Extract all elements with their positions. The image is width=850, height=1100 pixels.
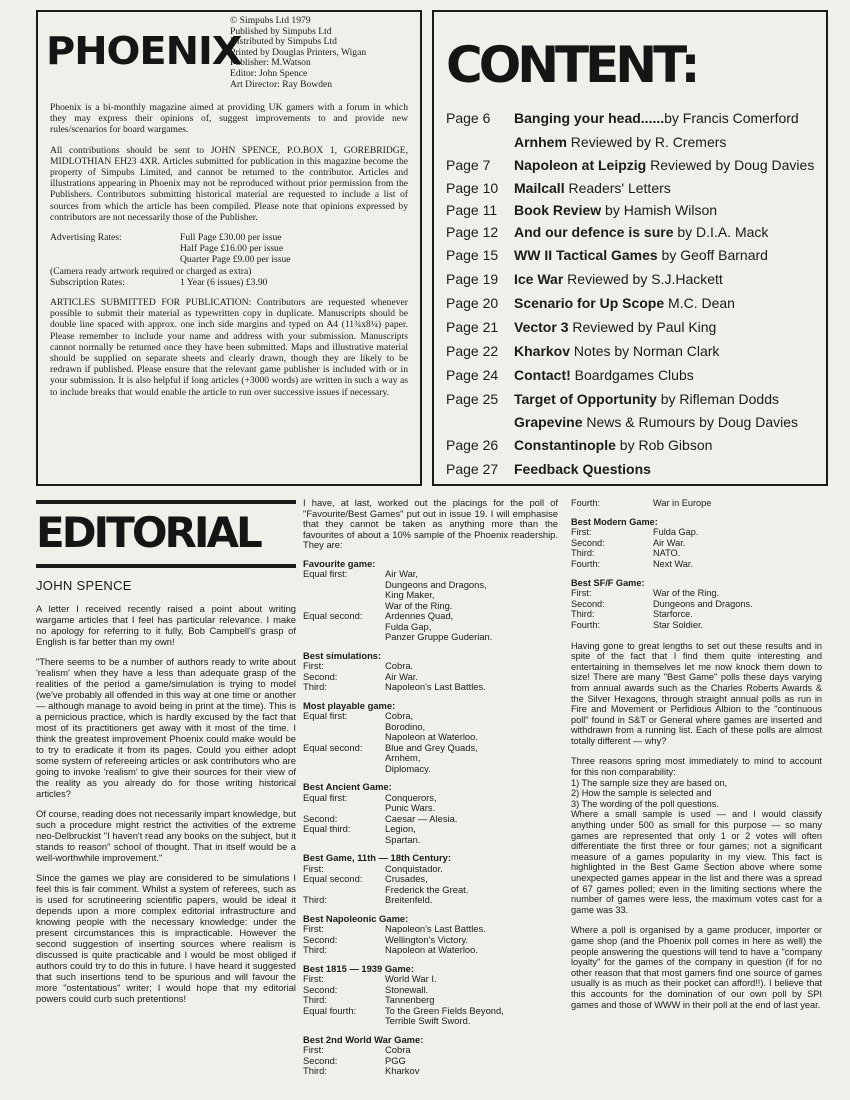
poll-game: Stonewall.	[385, 983, 429, 995]
rate-full: Full Page £30.00 per issue	[180, 232, 282, 244]
poll-game: Air War.	[385, 670, 418, 682]
poll-result-row	[303, 682, 558, 693]
poll-placing	[303, 632, 385, 643]
poll-placing	[303, 803, 385, 814]
poll-game: Cobra,	[385, 710, 414, 721]
poll-placing: First:	[303, 862, 324, 874]
analysis-paragraph: Having gone to great lengths to set out these results and in spite of the fact that I find them quite interesting and entertaining in themselves let me now knock them down to size! There are many "Best Game" polls these days varying from annual awards such as the Charles Roberts Awards & the Silver Hexagons, through straight annual polls as run in Fire and Movement or Perfidious Albion to the "continuous poll" found in S&T or General where games are inserted and withdrawn from a running list. Each of these polls are almost totally different — why?	[571, 640, 822, 746]
poll-placing	[303, 722, 385, 733]
poll-result-row	[303, 974, 558, 985]
poll-category-title: Best simulations:	[303, 649, 382, 661]
poll-placing: Third:	[303, 894, 327, 905]
poll-intro: I have, at last, worked out the placings for the poll of "Favourite/Best Games" put out in issue 19. I will emphasise that they cannot be taken as anything more than the favourites of about a 10% sample of the Phoenix readership. They are:	[303, 497, 558, 550]
contents-item-title: Arnhem	[514, 134, 567, 150]
contents-page-number: Page 24	[446, 367, 499, 383]
poll-result-row	[571, 559, 822, 570]
poll-result-row	[303, 995, 558, 1006]
contents-item	[446, 461, 651, 477]
credit-line: Distributed by Simpubs Ltd	[230, 36, 337, 48]
editorial-paragraph: Of course, reading does not necessarily impart knowledge, but such a procedure might restrict the activities of the extreme neo-Delbruckist "I haven't read any books on the subject, but it stands to reason" school of thought. That in itself would be a well-worthwhile improvement."	[36, 808, 296, 863]
poll-placing: Equal second:	[303, 610, 363, 621]
poll-game: Borodino,	[385, 720, 426, 732]
poll-game: Dungeons and Dragons.	[653, 598, 753, 609]
poll-continued	[571, 498, 822, 509]
poll-placing: Equal fourth:	[303, 1004, 357, 1016]
contents-page-number: Page 21	[446, 319, 499, 335]
poll-result-row	[303, 824, 558, 835]
contents-item-byline: M.C. Dean	[664, 295, 735, 311]
poll-game: World War I.	[385, 973, 437, 984]
contents-item	[446, 157, 814, 173]
analysis-paragraph: Where a poll is organised by a game producer, importer or game shop (and the Phoenix poll comes in here as well) the people answering the questions will tend to have a "company loyalty" for the games of the company in question (if for no other reason that that most gamers find one source of games usually is as much as their pocket can afford!!). I believe that this accounts for the domination of our own poll by SPI games and those of WWW in their poll at the end of last year.	[571, 925, 822, 1010]
poll-result-row	[303, 569, 558, 580]
poll-game: Star Soldier.	[653, 619, 704, 630]
poll-game: To the Green Fields Beyond,	[385, 1004, 504, 1016]
poll-result-row	[303, 1066, 558, 1077]
analysis-paragraph: Three reasons spring most immediately to mind to account for this non comparability:	[571, 756, 822, 778]
contents-item-title: Feedback Questions	[514, 461, 651, 477]
poll-result-row	[303, 1045, 558, 1056]
poll-placing: Equal second:	[303, 873, 363, 884]
poll-game: Panzer Gruppe Guderian.	[385, 631, 493, 642]
rates-label: Advertising Rates:	[50, 232, 122, 244]
contents-page-number: Page 19	[446, 271, 499, 287]
contents-item	[446, 391, 779, 407]
contents-item	[446, 367, 694, 383]
contents-page-number: Page 15	[446, 247, 499, 263]
credit-line: Art Director: Ray Bowden	[230, 78, 333, 90]
subs-value: 1 Year (6 issues) £3.90	[180, 276, 268, 288]
poll-game: Wellington's Victory.	[385, 933, 469, 945]
contents-item-title: Scenario for Up Scope	[514, 295, 665, 311]
poll-placing: First:	[303, 923, 324, 934]
editorial-paragraph: "There seems to be a number of authors ready to write about 'realism' when they have a less than adequate grasp of the realities of the period a game/simulation is trying to model (we've probably all offended in this way at one time or another — although manage to avoid being in print at the time). This is a pernicious practice, which is hardly excused by the fact that most of its practitioners get away with it most of the time. I think the greatest improvement Phoenix could make would be to try to eradicate it from its pages. Could you either adopt some system of refereeing articles or ask contributors who are going to invoke 'realism' to give their sources for their view of the reality as you already do for those writing historical articles?	[36, 656, 296, 799]
contents-item-title: Grapevine	[514, 414, 583, 430]
contents-item-byline: by Francis Comerford	[664, 110, 799, 126]
poll-categories-continued	[571, 517, 822, 631]
poll-game: Fulda Gap.	[653, 527, 699, 538]
poll-result-row	[303, 835, 558, 846]
poll-placing: Third:	[571, 609, 595, 620]
poll-result-row	[571, 599, 822, 610]
subs-label: Subscription Rates:	[50, 276, 125, 288]
poll-result-row	[303, 590, 558, 601]
poll-game: Conquistador.	[385, 862, 443, 874]
poll-game: Caesar — Alesia.	[385, 812, 458, 824]
contents-item	[446, 180, 671, 196]
contents-item-byline: Boardgames Clubs	[570, 367, 694, 383]
poll-game: Punic Wars.	[385, 802, 436, 813]
poll-result-row	[571, 498, 822, 509]
poll-game: War of the Ring.	[385, 599, 453, 611]
poll-placing: Third:	[571, 548, 595, 559]
poll-result-row	[303, 874, 558, 885]
contents-item-byline: by D.I.A. Mack	[673, 224, 769, 240]
credits-block	[230, 16, 420, 90]
poll-game: Napoleon at Waterloo.	[385, 944, 478, 955]
poll-game: Arnhem,	[385, 752, 421, 763]
contents-item	[446, 319, 716, 335]
rate-quarter: Quarter Page £9.00 per issue	[180, 254, 291, 266]
poll-category-title: Favourite game:	[303, 557, 376, 569]
rate-half: Half Page £16.00 per issue	[180, 243, 284, 255]
contents-item-byline: by Rob Gibson	[615, 437, 713, 453]
poll-game: Spartan.	[385, 833, 421, 845]
poll-result-row	[571, 527, 822, 538]
editorial-rule-top	[36, 500, 296, 504]
contents-item-byline: News & Rumours by Doug Davies	[582, 414, 799, 430]
masthead-box	[36, 10, 422, 486]
poll-placing: Second:	[303, 670, 338, 682]
poll-placing	[303, 622, 385, 633]
poll-game: PGG	[385, 1054, 406, 1066]
advertising-rates	[50, 232, 408, 288]
poll-result-row	[303, 743, 558, 754]
intro-text: Phoenix is a bi-monthly magazine aimed at providing UK gamers with a forum in which they may express their opinions of, suggest improvements to and provide new rules/scenarios for board wargames.	[50, 102, 408, 136]
poll-result-row	[303, 661, 558, 672]
poll-category-title: Best SF/F Game:	[571, 577, 645, 588]
poll-categories	[303, 559, 558, 1077]
poll-placing: First:	[303, 973, 324, 984]
credit-line: Printed by Douglas Printers, Wigan	[230, 46, 367, 58]
editorial-paragraph: A letter I received recently raised a point about writing wargame articles that I feel has particular relevance. I make no apology for referring to it fully, Bob Campbell's grasp of English is far better than my own!	[36, 603, 296, 647]
poll-game: Air War,	[385, 568, 418, 579]
poll-result-row	[303, 753, 558, 764]
contributions-text: All contributions should be sent to JOHN SPENCE, P.O.BOX 1, GOREBRIDGE, MIDLOTHIAN EH23 4XR. Articles submitted for publication in this magazine become the property of Simpubs Limited, and cannot be returned to the contributor. Articles and illustrations appearing in Phoenix may not be reproduced without prior permission from the Publishers. Contributors submitting historical material are requested to include a list of sources from which the article has been compiled. Please note that opinions expressed by contributors are not necessarily those of the Publisher.	[50, 144, 408, 223]
contents-page-number: Page 7	[446, 157, 491, 173]
poll-placing	[303, 835, 385, 846]
poll-game: NATO.	[653, 548, 681, 559]
contents-item	[446, 414, 798, 430]
poll-placing: Second:	[571, 598, 605, 609]
poll-placing: Fourth:	[571, 498, 601, 508]
contents-item-byline: Notes by Norman Clark	[570, 343, 720, 359]
poll-game: Fulda Gap,	[385, 620, 432, 632]
contents-item-title: Target of Opportunity	[514, 391, 657, 407]
poll-placing	[303, 753, 385, 764]
editorial-heading: EDITORIAL	[36, 508, 260, 557]
poll-result-row	[303, 632, 558, 643]
contents-item-title: Vector 3	[514, 319, 569, 335]
masthead-body	[50, 102, 408, 398]
contents-page-number: Page 10	[446, 180, 499, 196]
poll-result-row	[303, 1056, 558, 1067]
credit-line: Published by Simpubs Ltd	[230, 25, 332, 37]
poll-game: Napoleon's Last Battles.	[385, 923, 486, 934]
poll-result-row	[303, 611, 558, 622]
contents-item	[446, 271, 723, 287]
poll-game: War of the Ring.	[653, 588, 720, 599]
contents-page-number: Page 22	[446, 343, 499, 359]
contents-item-byline: Reviewed by R. Cremers	[566, 134, 727, 150]
contents-item-byline: Readers' Letters	[564, 180, 671, 196]
poll-game: King Maker,	[385, 589, 435, 600]
editorial-rule-bottom	[36, 564, 296, 568]
contents-item-title: Banging your head......	[514, 110, 665, 126]
poll-result-row	[303, 803, 558, 814]
poll-game: Crusades,	[385, 873, 428, 884]
contents-page-number: Page 26	[446, 437, 499, 453]
poll-game: Cobra.	[385, 660, 414, 671]
poll-game: Starforce.	[653, 609, 693, 620]
contents-page-number: Page 12	[446, 224, 499, 240]
contents-item	[446, 202, 717, 218]
contents-page-number: Page 6	[446, 110, 491, 126]
poll-placing: Fourth:	[571, 619, 601, 630]
poll-placing: First:	[303, 660, 324, 671]
poll-result-row	[571, 588, 822, 599]
poll-game: Terrible Swift Sword.	[385, 1015, 471, 1026]
poll-placing: Second:	[303, 983, 338, 995]
editorial-author: JOHN SPENCE	[36, 578, 132, 593]
third-column	[571, 498, 822, 1010]
poll-result-row	[303, 895, 558, 906]
poll-placing: Third:	[303, 681, 327, 692]
poll-game: Breitenfeld.	[385, 894, 433, 905]
contents-item	[446, 224, 768, 240]
contents-item	[446, 295, 735, 311]
contents-item	[446, 110, 799, 126]
poll-result-row	[571, 620, 822, 631]
poll-placing: Equal third:	[303, 823, 351, 834]
poll-game: Kharkov	[385, 1065, 420, 1076]
poll-result-row	[303, 764, 558, 775]
reason-line: 2) How the sample is selected and	[571, 788, 712, 799]
poll-game: Diplomacy.	[385, 762, 431, 774]
poll-game: Tannenberg	[385, 994, 435, 1005]
poll-placing	[303, 732, 385, 743]
contents-item-title: Napoleon at Leipzig	[514, 157, 647, 173]
poll-result-row	[571, 538, 822, 549]
poll-result-row	[571, 609, 822, 620]
editorial-body	[36, 603, 296, 1004]
contents-page-number: Page 25	[446, 391, 499, 407]
contents-item-title: Contact!	[514, 367, 571, 383]
poll-result-row	[303, 924, 558, 935]
poll-placing: First:	[303, 1044, 324, 1055]
poll-result-row	[303, 732, 558, 743]
poll-placing: Equal first:	[303, 710, 348, 721]
contents-item-title: Kharkov	[514, 343, 571, 359]
credit-line: Publisher: M.Watson	[230, 57, 311, 69]
poll-placing	[303, 590, 385, 601]
poll-placing: Equal first:	[303, 568, 348, 579]
poll-placing: Second:	[303, 933, 338, 945]
camera-note: (Camera ready artwork required or charged as extra)	[50, 265, 252, 277]
poll-game: Napoleon at Waterloo.	[385, 731, 478, 742]
poll-game: Next War.	[653, 558, 693, 569]
articles-text: ARTICLES SUBMITTED FOR PUBLICATION: Contributors are requested whenever possible to submit their material as typewritten copy in duplicate. Manuscripts should be double line spaced with approx. one inch side margins and typed on A4 (11¾x8¼) paper. Please remember to include your name and address with your submission. Manuscripts cannot normally be returned once they have been submitted. Maps and illustrative material should be supplied on separate sheets and clearly drawn, though they are likely to be redrawn if published. Please ensure that the relevant game publisher is included with or in your submission. It is also helpful if long articles (+3000 words) are written in such a way as to include breaks that would enable the article to run over successive issues if necessary.	[50, 297, 408, 398]
contents-item	[446, 343, 719, 359]
analysis-paragraph: Where a small sample is used — and I would classify anything under 500 as small for this purpose — so many games are represented that only 1 or 2 votes will often differentiate the first three or four games; not a significant measure of a games popularity in my view. This fact is highlighted in the Best Game Section above where some unexpected games appear in the list and there was a spread of 67 games polled; even in the limiting sections where the number of games were less, the maximum votes cast for a game was 33.	[571, 809, 822, 915]
poll-result-row	[303, 1016, 558, 1027]
contents-item	[446, 247, 768, 263]
poll-placing: First:	[571, 588, 592, 599]
poll-placing: First:	[571, 527, 592, 538]
poll-game: Blue and Grey Quads,	[385, 741, 478, 753]
phoenix-logo: PHOENIX	[46, 29, 242, 73]
contents-item-byline: by Geoff Barnard	[657, 247, 768, 263]
poll-result-row	[303, 945, 558, 956]
contents-page-number: Page 20	[446, 295, 499, 311]
contents-item-byline: Reviewed by Doug Davies	[646, 157, 815, 173]
poll-placing: Second:	[303, 812, 338, 824]
reason-line: 3) The wording of the poll questions.	[571, 798, 719, 809]
poll-placing: Second:	[303, 1054, 338, 1066]
credit-line: Editor: John Spence	[230, 67, 308, 79]
poll-category-title: Best Modern Game:	[571, 516, 658, 527]
poll-column	[303, 498, 558, 1077]
contents-item-title: Ice War	[514, 271, 564, 287]
poll-game: Ardennes Quad,	[385, 610, 454, 621]
poll-placing: Equal first:	[303, 791, 348, 803]
poll-placing: Second:	[571, 537, 605, 548]
contents-item-title: Mailcall	[514, 180, 565, 196]
poll-placing	[303, 1016, 385, 1027]
credit-line: © Simpubs Ltd 1979	[230, 15, 311, 26]
poll-placing: Equal second:	[303, 741, 363, 753]
contents-item-title: Book Review	[514, 202, 602, 218]
poll-game: Legion,	[385, 823, 416, 834]
poll-category-title: Best Napoleonic Game:	[303, 912, 409, 924]
poll-placing	[303, 764, 385, 775]
poll-category-title: Best 1815 — 1939 Game:	[303, 962, 415, 974]
poll-category-title: Best Ancient Game:	[303, 781, 392, 792]
poll-game: Frederick the Great.	[385, 883, 469, 895]
contents-item-title: Constantinople	[514, 437, 616, 453]
contents-item-byline: by Rifleman Dodds	[656, 391, 780, 407]
contents-item	[446, 437, 712, 453]
contents-item	[446, 134, 726, 150]
contents-item-byline: Reviewed by Paul King	[568, 319, 717, 335]
poll-placing	[303, 580, 385, 591]
poll-placing: Third:	[303, 944, 327, 955]
poll-placing: Fourth:	[571, 558, 601, 569]
poll-category-title: Most playable game:	[303, 699, 396, 711]
contents-heading: CONTENT:	[446, 36, 697, 94]
poll-result-row	[571, 548, 822, 559]
contents-page-number: Page 27	[446, 461, 499, 477]
poll-placing: Third:	[303, 994, 327, 1005]
poll-result-row	[303, 711, 558, 722]
contents-item-byline: by Hamish Wilson	[601, 202, 718, 218]
contents-item-title: WW II Tactical Games	[514, 247, 658, 263]
contents-item-title: And our defence is sure	[514, 224, 674, 240]
contents-page-number: Page 11	[446, 202, 498, 218]
poll-game: Dungeons and Dragons,	[385, 578, 487, 590]
poll-category-title: Best 2nd World War Game:	[303, 1033, 424, 1045]
poll-game: Air War.	[653, 537, 686, 548]
editorial-paragraph: Since the games we play are considered to be simulations I feel this is fair comment. Whilst a system of referees, such as is used for scrutineering scientific papers, would be ideal it depends upon a more complex editorial infrastructure and knowing people with the necessary knowledge: under the present circumstances this is impracticable. However the second suggestion of inserting sources where realism is discussed is quite practicable and I would be most obliged if authors could try to do this in future. I have heard it suggested that such insertions tend to be spurious and will favour the more "ostentatious" writer; I would hope that my editorial powers could curb such pretentions!	[36, 872, 296, 1004]
poll-game: Conquerors,	[385, 791, 437, 803]
poll-game: Napoleon's Last Battles.	[385, 681, 486, 692]
poll-category-title: Best Game, 11th — 18th Century:	[303, 852, 451, 863]
poll-game: Cobra	[385, 1044, 411, 1055]
poll-placing: Third:	[303, 1065, 327, 1076]
contents-item-byline: Reviewed by S.J.Hackett	[563, 271, 723, 287]
reason-line: 1) The sample size they are based on,	[571, 777, 728, 788]
poll-game: War in Europe	[653, 498, 712, 508]
